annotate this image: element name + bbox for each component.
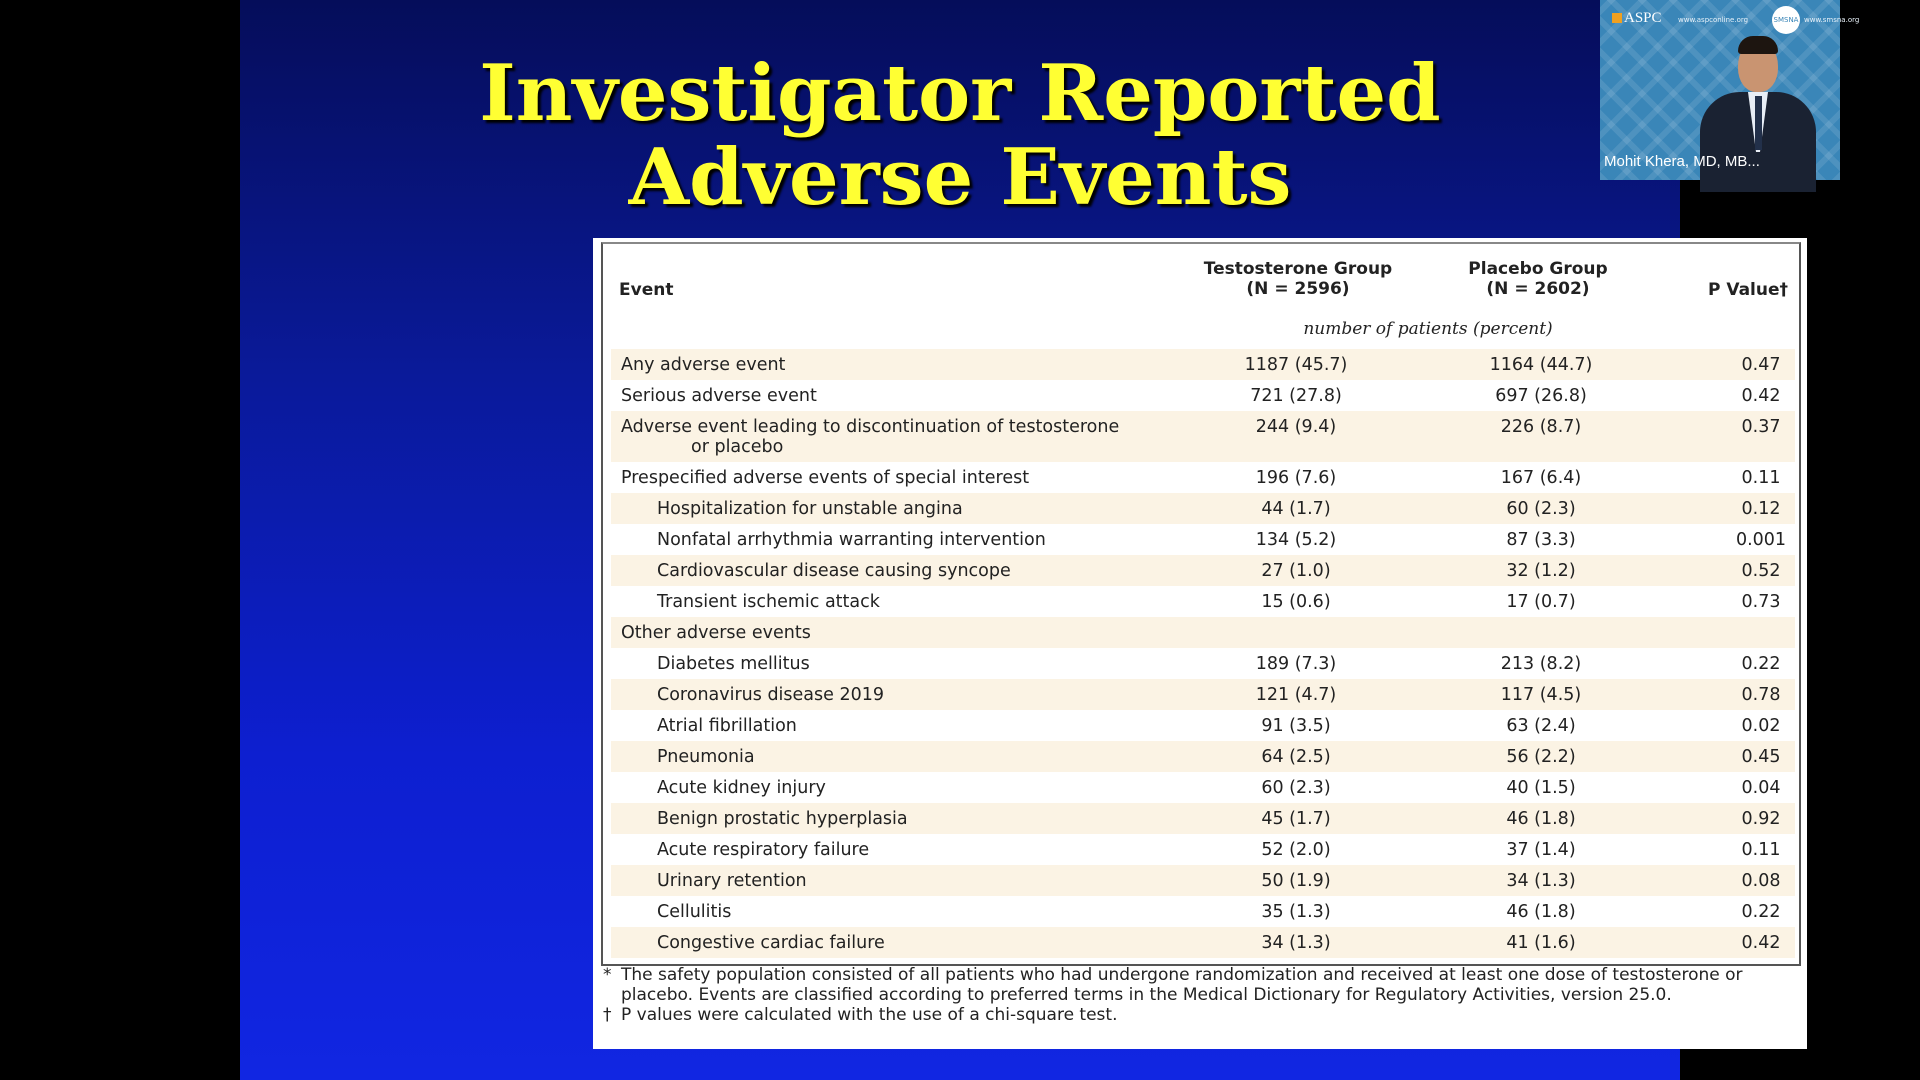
table-row [611, 865, 1795, 896]
row-event: Diabetes mellitus [657, 654, 810, 674]
row-event: Benign prostatic hyperplasia [657, 809, 908, 829]
row-testosterone: 15 (0.6) [1261, 592, 1331, 612]
adverse-events-table [601, 242, 1801, 966]
table-body [611, 349, 1795, 958]
header-testosterone-n: (N = 2596) [1246, 279, 1350, 299]
table-row [611, 679, 1795, 710]
row-p-value: 0.47 [1741, 355, 1781, 375]
table-row [611, 772, 1795, 803]
row-event-line-1: Adverse event leading to discontinuation of testosterone [621, 417, 1120, 437]
row-event: Coronavirus disease 2019 [657, 685, 885, 705]
aspc-logo-text: ASPC [1624, 10, 1662, 26]
row-event: Acute respiratory failure [657, 840, 870, 860]
row-placebo: 87 (3.3) [1506, 530, 1576, 550]
table-row [611, 462, 1795, 493]
table-footnotes [603, 965, 1803, 1025]
table-row [611, 927, 1795, 958]
footnote-star-mark: * [603, 965, 612, 985]
row-event: Hospitalization for unstable angina [657, 499, 963, 519]
row-placebo: 56 (2.2) [1506, 747, 1576, 767]
table-row [611, 896, 1795, 927]
table-row [611, 411, 1795, 462]
row-testosterone: 50 (1.9) [1261, 871, 1331, 891]
row-p-value: 0.78 [1741, 685, 1781, 705]
row-testosterone: 52 (2.0) [1261, 840, 1331, 860]
presenter-name-label: Mohit Khera, MD, MB... [1604, 153, 1760, 170]
row-testosterone: 45 (1.7) [1261, 809, 1331, 829]
table-row [611, 834, 1795, 865]
row-testosterone: 60 (2.3) [1261, 778, 1331, 798]
footnote-dagger-text: P values were calculated with the use of a chi-square test. [621, 1005, 1118, 1025]
table-row [611, 741, 1795, 772]
row-event: Urinary retention [657, 871, 807, 891]
table-row [611, 349, 1795, 380]
row-testosterone: 64 (2.5) [1261, 747, 1331, 767]
row-testosterone: 27 (1.0) [1261, 561, 1331, 581]
row-placebo: 63 (2.4) [1506, 716, 1576, 736]
table-row [611, 617, 1795, 648]
row-placebo: 37 (1.4) [1506, 840, 1576, 860]
row-event: Cardiovascular disease causing syncope [657, 561, 1011, 581]
row-testosterone: 189 (7.3) [1255, 654, 1337, 674]
row-p-value: 0.02 [1741, 716, 1781, 736]
row-placebo: 40 (1.5) [1506, 778, 1576, 798]
row-event: Atrial fibrillation [657, 716, 797, 736]
row-placebo: 213 (8.2) [1500, 654, 1582, 674]
row-placebo: 1164 (44.7) [1489, 355, 1593, 375]
row-event: Any adverse event [621, 355, 786, 375]
row-p-value: 0.92 [1741, 809, 1781, 829]
footnote-safety-population [603, 965, 1803, 1005]
aspc-url: www.aspconline.org [1678, 16, 1749, 24]
row-p-value: 0.42 [1741, 933, 1781, 953]
row-p-value: 0.22 [1741, 902, 1781, 922]
row-placebo: 17 (0.7) [1506, 592, 1576, 612]
header-testosterone [1193, 259, 1403, 299]
units-caption: number of patients (percent) [1303, 319, 1553, 339]
row-event: Cellulitis [657, 902, 732, 922]
row-testosterone: 34 (1.3) [1261, 933, 1331, 953]
row-placebo: 167 (6.4) [1500, 468, 1582, 488]
table-row [611, 524, 1795, 555]
header-event: Event [619, 280, 674, 300]
table-row [611, 586, 1795, 617]
header-p-value: P Value† [1707, 280, 1789, 300]
table-row [611, 380, 1795, 411]
row-event: Acute kidney injury [657, 778, 826, 798]
row-event: Other adverse events [621, 623, 811, 643]
table-row [611, 648, 1795, 679]
row-testosterone: 134 (5.2) [1255, 530, 1337, 550]
row-placebo: 34 (1.3) [1506, 871, 1576, 891]
row-p-value: 0.73 [1741, 592, 1781, 612]
row-p-value: 0.001 [1735, 530, 1787, 550]
footnote-dagger-mark: † [603, 1005, 612, 1025]
header-testosterone-title: Testosterone Group [1203, 259, 1393, 279]
row-placebo: 117 (4.5) [1500, 685, 1582, 705]
row-placebo: 32 (1.2) [1506, 561, 1576, 581]
header-placebo-title: Placebo Group [1468, 259, 1608, 279]
smsna-url: www.smsna.org [1804, 16, 1860, 24]
row-event: Serious adverse event [621, 386, 817, 406]
row-p-value: 0.11 [1741, 468, 1781, 488]
smsna-logo: SMSNA [1772, 6, 1800, 34]
table-row [611, 493, 1795, 524]
slide-title-line-2: Adverse Events [628, 132, 1292, 223]
row-testosterone: 35 (1.3) [1261, 902, 1331, 922]
row-placebo: 46 (1.8) [1506, 902, 1576, 922]
row-placebo: 46 (1.8) [1506, 809, 1576, 829]
aspc-logo [1612, 10, 1662, 27]
row-testosterone: 196 (7.6) [1255, 468, 1337, 488]
row-testosterone: 121 (4.7) [1255, 685, 1337, 705]
row-placebo: 226 (8.7) [1500, 417, 1582, 437]
row-event: Prespecified adverse events of special interest [621, 468, 1030, 488]
row-event: Congestive cardiac failure [657, 933, 885, 953]
presenter-tie [1755, 96, 1762, 150]
row-p-value: 0.52 [1741, 561, 1781, 581]
row-p-value: 0.08 [1741, 871, 1781, 891]
footnote-p-values [603, 1005, 1803, 1025]
row-p-value: 0.04 [1741, 778, 1781, 798]
row-event-line-2: or placebo [691, 437, 784, 457]
table-row [611, 555, 1795, 586]
adverse-events-table-card [593, 238, 1807, 1049]
row-p-value: 0.37 [1741, 417, 1781, 437]
header-placebo-n: (N = 2602) [1486, 279, 1590, 299]
row-placebo: 697 (26.8) [1495, 386, 1587, 406]
row-testosterone: 1187 (45.7) [1244, 355, 1348, 375]
header-placebo [1433, 259, 1643, 299]
table-row [611, 803, 1795, 834]
presenter-video-tile[interactable] [1600, 0, 1860, 180]
presenter-hair [1738, 36, 1778, 54]
row-p-value: 0.11 [1741, 840, 1781, 860]
row-placebo: 41 (1.6) [1506, 933, 1576, 953]
row-p-value: 0.42 [1741, 386, 1781, 406]
row-event: Transient ischemic attack [657, 592, 880, 612]
row-testosterone: 721 (27.8) [1250, 386, 1342, 406]
table-row [611, 710, 1795, 741]
row-placebo: 60 (2.3) [1506, 499, 1576, 519]
row-p-value: 0.12 [1741, 499, 1781, 519]
slide-title-line-1: Investigator Reported [479, 48, 1441, 139]
aspc-logo-icon [1612, 13, 1622, 23]
row-event [621, 417, 1119, 457]
footnote-star-text: The safety population consisted of all patients who had undergone randomization and received at least one dose of testosterone or placebo. Events are classified according to preferred terms in the Medical Dictionary for Regulatory Activities, version 25.0. [621, 965, 1743, 1005]
row-testosterone: 244 (9.4) [1255, 417, 1337, 437]
row-p-value: 0.22 [1741, 654, 1781, 674]
row-p-value: 0.45 [1741, 747, 1781, 767]
row-testosterone: 44 (1.7) [1261, 499, 1331, 519]
row-event: Pneumonia [657, 747, 755, 767]
row-event: Nonfatal arrhythmia warranting intervention [657, 530, 1046, 550]
row-testosterone: 91 (3.5) [1261, 716, 1331, 736]
